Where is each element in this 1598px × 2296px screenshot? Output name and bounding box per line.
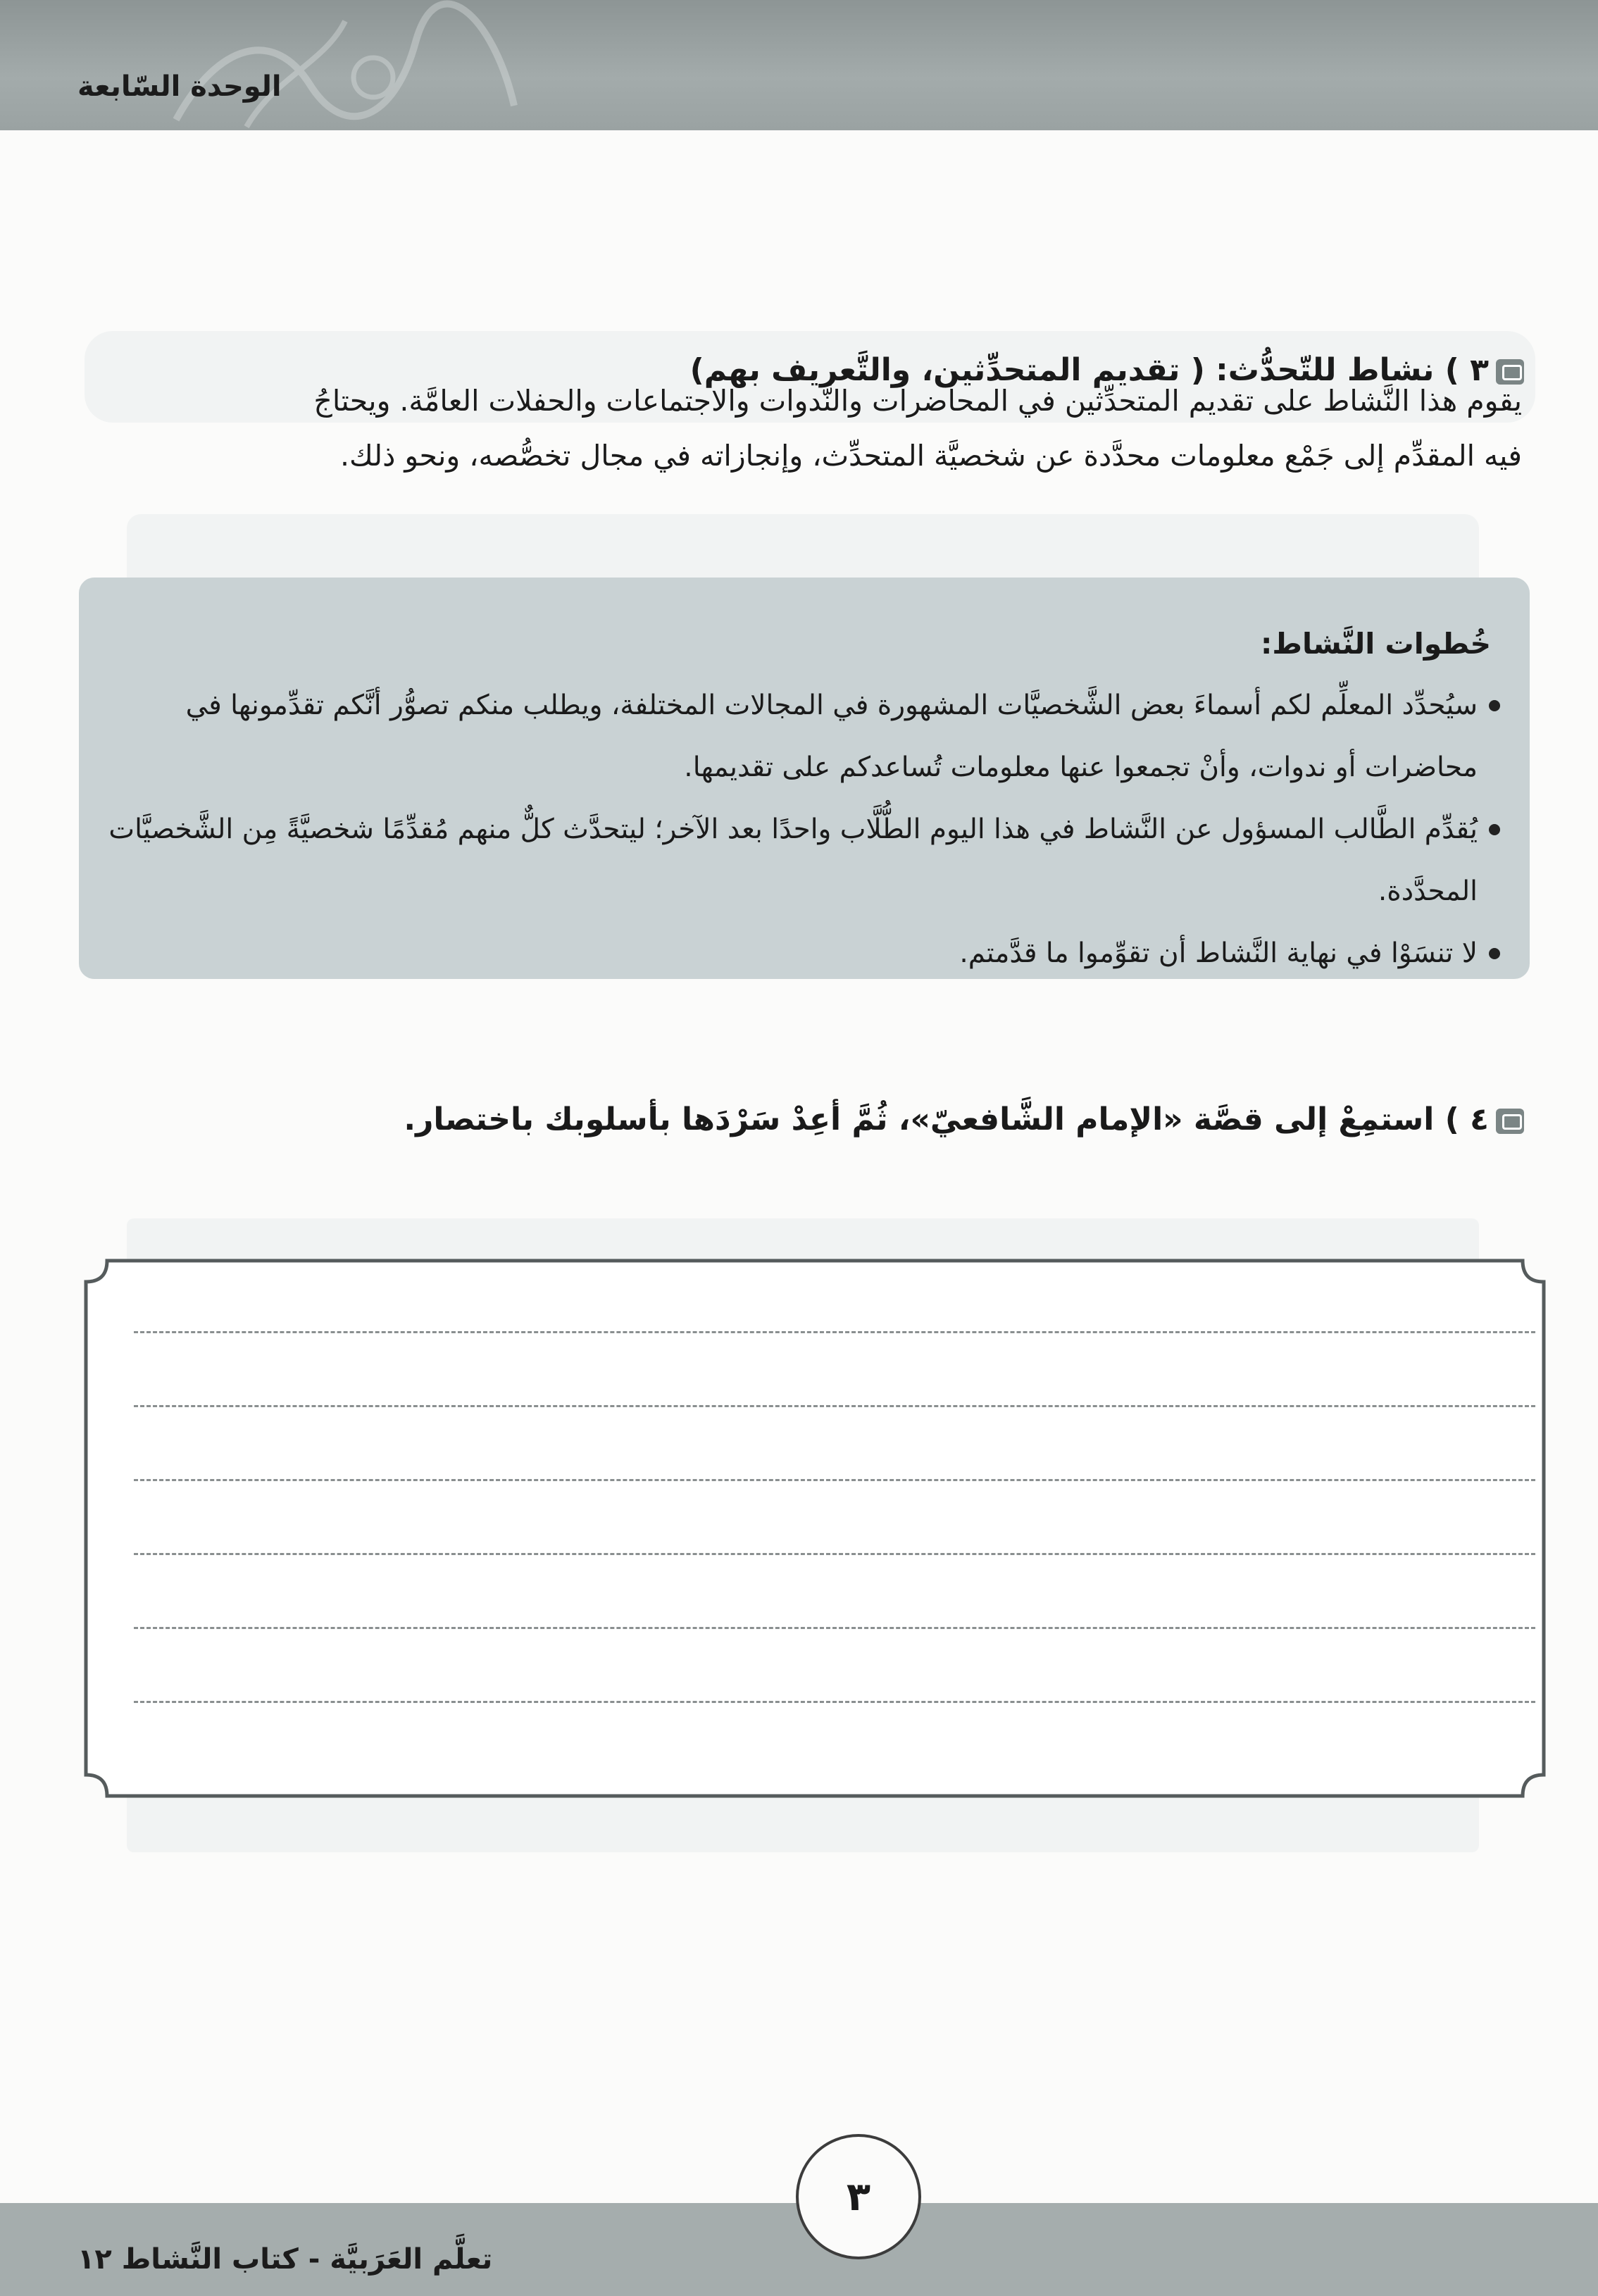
unit-title: الوحدة السّابعة — [77, 70, 282, 103]
answer-line[interactable] — [134, 1479, 1535, 1481]
question-4-heading — [404, 1099, 1524, 1141]
answer-line[interactable] — [134, 1405, 1535, 1407]
question-4-number: ٤ ) — [1444, 1102, 1489, 1137]
activity-steps-box — [79, 578, 1530, 979]
question-3-number: ٣ ) — [1444, 352, 1489, 388]
answer-line[interactable] — [134, 1701, 1535, 1703]
intro-line-2: فيه المقدِّم إلى جَمْع معلومات محدَّدة عن شخصيَّة المتحدِّث، وإنجازاته في مجال تخصُّصه، ونحو ذلك. — [340, 439, 1522, 473]
question-4-text: استمِعْ إلى قصَّة «الإمام الشَّافعيّ»، ثُمَّ أعِدْ سَرْدَها بأسلوبك باختصار. — [404, 1102, 1435, 1137]
answer-line[interactable] — [134, 1627, 1535, 1629]
calligraphy-decoration — [162, 0, 528, 130]
book-title: تعلَّم العَرَبيَّة - كتاب النَّشاط ١٢ — [77, 2243, 493, 2276]
step-item: لا تنسَوْا في نهاية النَّشاط أن تقوِّموا ما قدَّمتم. — [100, 923, 1502, 985]
intro-line-1: يقوم هذا النَّشاط على تقديم المتحدِّثين في المحاضرات والنَّدوات والاجتماعات والحفلات العامَّة. ويحتاجُ — [313, 384, 1522, 418]
steps-title: خُطوات النَّشاط: — [1261, 627, 1491, 661]
question-3-intro — [71, 373, 1522, 483]
listening-cassette-icon — [1496, 1109, 1524, 1134]
answer-line[interactable] — [134, 1553, 1535, 1555]
page-number: ٣ — [796, 2134, 921, 2259]
answer-line[interactable] — [134, 1331, 1535, 1333]
answer-lines[interactable] — [134, 1331, 1535, 1775]
question-3-text: نشاط للتّحدُّث: ( تقديم المتحدِّثين، والتَّعريف بهم) — [689, 352, 1435, 388]
question-4-title — [404, 1099, 1524, 1141]
step-item: يُقدِّم الطَّالب المسؤول عن النَّشاط في هذا اليوم الطُّلَّاب واحدًا بعد الآخر؛ ليتحدَّث كلٌّ منهم مُقدِّمًا شخصيَّةً مِن الشَّخصيَّات المحدَّدة. — [100, 799, 1502, 923]
step-item: سيُحدِّد المعلِّم لكم أسماءَ بعض الشَّخصيَّات المشهورة في المجالات المختلفة، ويطلب منكم تصوُّر أنَّكم تقدِّمونها في محاضرات أو ندوات، وأنْ تجمعوا عنها معلومات تُساعدكم على تقديمها. — [100, 675, 1502, 799]
steps-list — [100, 675, 1502, 985]
header-band — [0, 0, 1598, 130]
